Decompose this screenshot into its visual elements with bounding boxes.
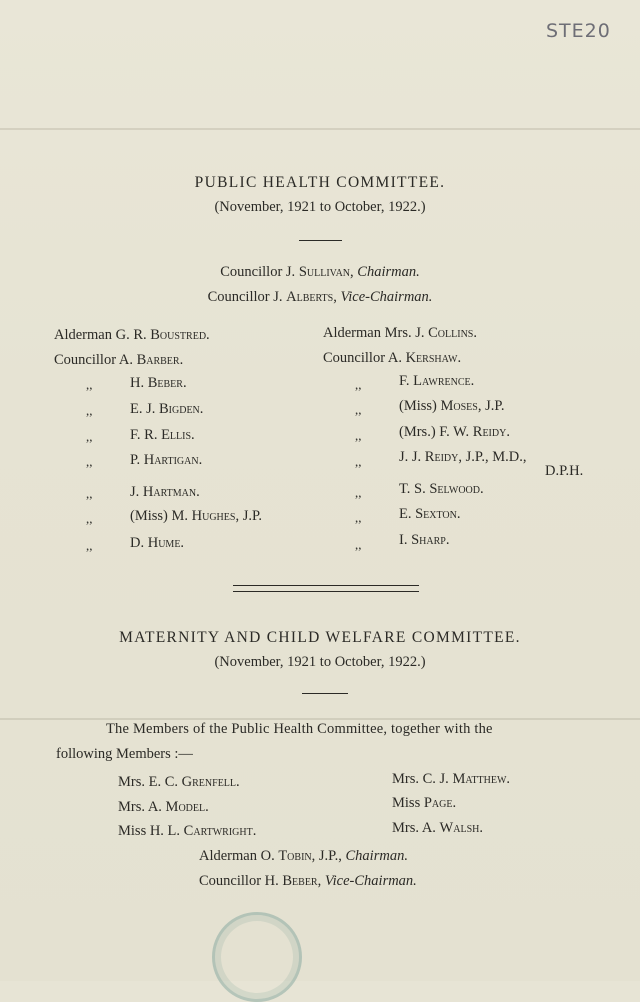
- phc-vice-chairman-name: Alberts,: [286, 289, 337, 305]
- member-name: Bigden.: [159, 401, 204, 417]
- member-name: Beber.: [147, 375, 187, 391]
- member-name: Boustred.: [150, 327, 210, 343]
- mcw-vice-chairman-role: Vice-Chairman.: [324, 873, 417, 889]
- member-name: Model.: [165, 799, 209, 815]
- mcw-chairman-role: Chairman.: [345, 848, 408, 864]
- member-name: Sexton.: [415, 506, 461, 522]
- phc-member: [130, 452, 202, 469]
- ditto-mark: ,,: [355, 428, 362, 443]
- phc-title: PUBLIC HEALTH COMMITTEE.: [194, 174, 446, 191]
- member-name: Hartigan.: [143, 452, 203, 468]
- member-name: Reidy,: [424, 449, 462, 465]
- ditto-mark: ,,: [355, 454, 362, 469]
- phc-member: [130, 401, 203, 418]
- phc-member: [130, 508, 262, 525]
- ditto-mark: ,,: [86, 511, 93, 526]
- phc-chairman: [0, 264, 640, 281]
- mcw-member: [392, 795, 456, 812]
- phc-member: [130, 484, 200, 501]
- ditto-mark: ,,: [86, 429, 93, 444]
- member-prefix: (Miss) M.: [130, 508, 192, 524]
- phc-member: [399, 481, 484, 498]
- member-prefix: Alderman G. R.: [54, 327, 151, 343]
- phc-member: [399, 449, 526, 466]
- phc-vice-chairman-role: Vice-Chairman.: [340, 289, 433, 305]
- member-prefix: Councillor A.: [323, 350, 406, 366]
- phc-member: [323, 350, 461, 367]
- member-prefix: P.: [130, 452, 144, 468]
- member-name: Matthew.: [452, 771, 511, 787]
- ditto-mark: ,,: [86, 538, 93, 553]
- ditto-mark: ,,: [355, 402, 362, 417]
- ditto-mark: ,,: [355, 485, 362, 500]
- member-prefix: I.: [399, 532, 412, 548]
- mcw-chairman-name: Tobin,: [278, 848, 316, 864]
- member-prefix: J. J.: [399, 449, 425, 465]
- member-name: Walsh.: [439, 820, 483, 836]
- member-prefix: T. S.: [399, 481, 430, 497]
- ditto-mark: ,,: [86, 454, 93, 469]
- member-name: Moses,: [440, 398, 482, 414]
- member-name: Reidy.: [472, 424, 510, 440]
- member-prefix: Mrs. A.: [392, 820, 440, 836]
- mcw-chairman: [199, 848, 408, 865]
- member-prefix: Miss H. L.: [118, 823, 184, 839]
- member-name: Lawrence.: [413, 373, 475, 389]
- phc-period: (November, 1921 to October, 1922.): [214, 199, 426, 215]
- member-prefix: D.: [130, 535, 148, 551]
- member-prefix: H.: [130, 375, 148, 391]
- member-name: Hughes,: [191, 508, 240, 524]
- member-name: Barber.: [136, 352, 184, 368]
- member-name: Sharp.: [411, 532, 450, 548]
- member-prefix: Alderman Mrs. J.: [323, 325, 429, 341]
- member-prefix: (Mrs.) F. W.: [399, 424, 473, 440]
- mcw-vice-chairman-prefix: Councillor H.: [199, 873, 283, 889]
- member-prefix: Mrs. E. C.: [118, 774, 182, 790]
- mcw-intro-cont: following Members :—: [56, 746, 193, 762]
- mcw-vice-chairman-name: Beber,: [282, 873, 322, 889]
- phc-vice-chairman-prefix: Councillor J.: [207, 289, 287, 305]
- member-name: Selwood.: [429, 481, 484, 497]
- mcw-period: (November, 1921 to October, 1922.): [214, 654, 426, 670]
- mcw-member: [392, 820, 483, 837]
- member-name: Hume.: [147, 535, 185, 551]
- phc-member: [323, 325, 477, 342]
- member-name: Collins.: [428, 325, 477, 341]
- phc-member: [130, 535, 184, 552]
- phc-member: [54, 327, 210, 344]
- phc-vice-chairman: [0, 289, 640, 306]
- ditto-mark: ,,: [355, 510, 362, 525]
- phc-member: [399, 398, 504, 415]
- ditto-mark: ,,: [86, 377, 93, 392]
- phc-member: [399, 373, 474, 390]
- short-rule: [299, 240, 342, 241]
- mcw-member: [118, 774, 240, 791]
- phc-member: [399, 506, 461, 523]
- mcw-member: [118, 823, 256, 840]
- member-name: Page.: [423, 795, 457, 811]
- mcw-intro: The Members of the Public Health Committee, together with the: [106, 721, 493, 737]
- section-divider: [233, 585, 419, 592]
- mcw-chairman-suffix: J.P.,: [315, 848, 346, 864]
- member-prefix: Councillor A.: [54, 352, 137, 368]
- handwritten-annotation: STE20: [546, 20, 611, 42]
- phc-chairman-prefix: Councillor J.: [220, 264, 299, 280]
- phc-member: [130, 375, 187, 392]
- fold-crease: [0, 718, 640, 720]
- member-prefix: F.: [399, 373, 414, 389]
- ditto-mark: ,,: [355, 537, 362, 552]
- short-rule: [302, 693, 348, 694]
- member-name: Grenfell.: [181, 774, 240, 790]
- phc-chairman-role: Chairman.: [357, 264, 420, 280]
- phc-member: [399, 532, 449, 549]
- member-prefix: E.: [399, 506, 416, 522]
- mcw-vice-chairman: [199, 873, 417, 890]
- phc-chairman-name: Sullivan,: [298, 264, 354, 280]
- embossed-seal: [212, 912, 302, 1002]
- member-prefix: (Miss): [399, 398, 441, 414]
- phc-member: [54, 352, 183, 369]
- mcw-chairman-prefix: Alderman O.: [199, 848, 279, 864]
- fold-crease: [0, 128, 640, 130]
- ditto-mark: ,,: [86, 403, 93, 418]
- mcw-member: [118, 799, 209, 816]
- member-prefix: E. J.: [130, 401, 159, 417]
- member-suffix: J.P., M.D.,: [461, 449, 527, 465]
- ditto-mark: ,,: [86, 486, 93, 501]
- ditto-mark: ,,: [355, 377, 362, 392]
- member-prefix: J.: [130, 484, 143, 500]
- member-prefix: Mrs. C. J.: [392, 771, 453, 787]
- mcw-title: MATERNITY AND CHILD WELFARE COMMITTEE.: [119, 629, 521, 646]
- phc-member-degree: D.P.H.: [545, 463, 584, 479]
- member-name: Ellis.: [161, 427, 195, 443]
- member-name: Kershaw.: [405, 350, 462, 366]
- member-suffix: J.P.: [481, 398, 505, 414]
- phc-member: [399, 424, 510, 441]
- phc-member: [130, 427, 195, 444]
- member-name: Cartwright.: [183, 823, 257, 839]
- member-prefix: Mrs. A.: [118, 799, 166, 815]
- member-prefix: F. R.: [130, 427, 162, 443]
- mcw-member: [392, 771, 510, 788]
- member-prefix: Miss: [392, 795, 424, 811]
- member-suffix: J.P.: [239, 508, 263, 524]
- member-name: Hartman.: [142, 484, 200, 500]
